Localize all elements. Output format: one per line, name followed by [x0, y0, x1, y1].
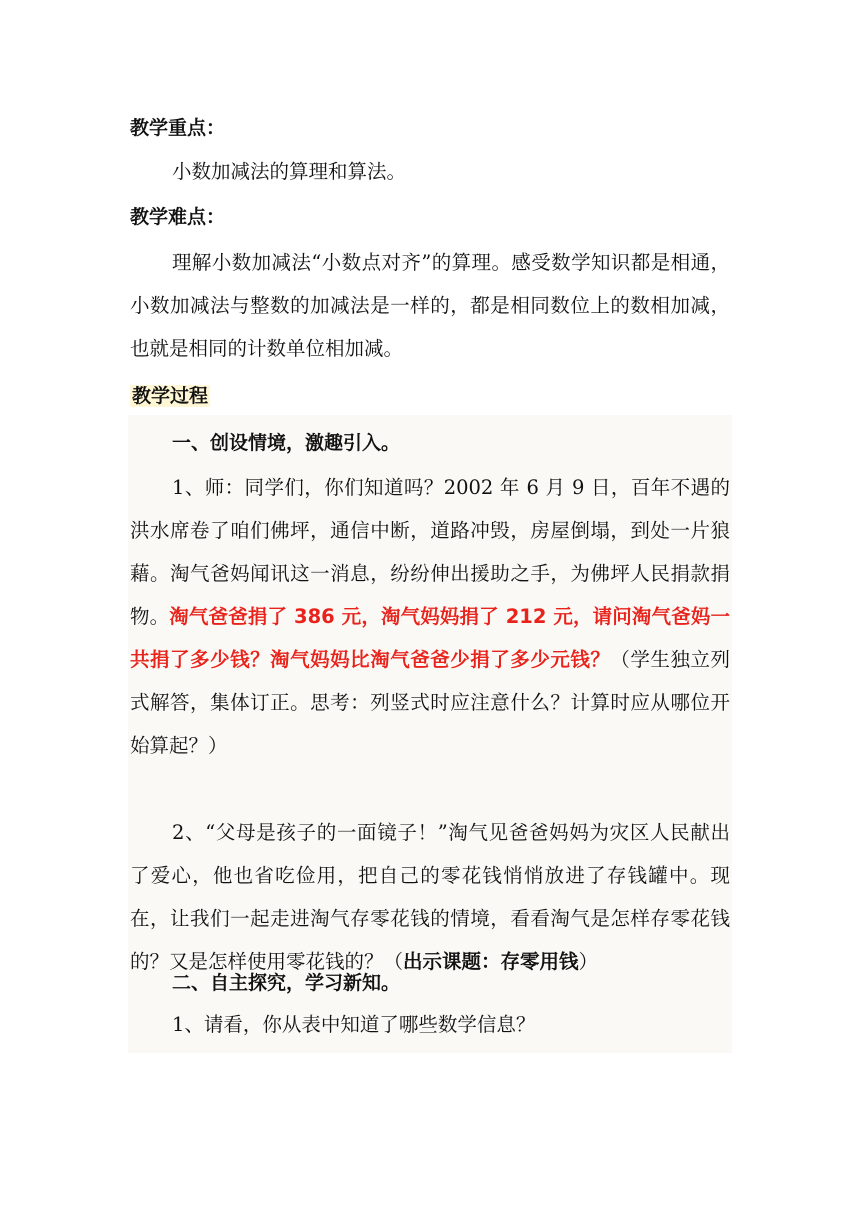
paragraph-2 [130, 811, 730, 983]
paragraph-1 [130, 466, 730, 767]
paragraph-3: 1、请看，你从表中知道了哪些数学信息？ [172, 1013, 536, 1036]
part2-heading: 二、自主探究，学习新知。 [172, 972, 401, 994]
paragraph-2-close: ） [578, 950, 599, 973]
part1-heading: 一、创设情境，激趣引入。 [172, 432, 401, 454]
key-points-text: 小数加减法的算理和算法。 [172, 160, 407, 183]
difficulty-text: 理解小数加减法“小数点对齐”的算理。感受数学知识都是相通，小数加减法与整数的加减法是一样的，都是相同数位上的数相加减，也就是相同的计数单位相加减。 [130, 251, 730, 360]
difficulty-heading: 教学难点： [130, 206, 226, 228]
paragraph-1-note: （学生独立列式解答，集体订正。思考：列竖式时应注意什么？计算时应从哪位开始算起？） [130, 648, 730, 757]
process-heading-label: 教学过程 [132, 385, 209, 407]
paragraph-1-highlight: 淘气爸爸捐了 386 元，淘气妈妈捐了 212 元，请问淘气爸妈一共捐了多少钱？淘气妈妈比淘气爸爸少捐了多少元钱？ [130, 605, 730, 671]
paragraph-2-topic: 出示课题：存零用钱 [403, 950, 579, 973]
process-heading [130, 384, 210, 408]
paragraph-1-text: 1、师：同学们，你们知道吗？2002 年 6 月 9 日，百年不遇的洪水席卷了咱们佛坪，通信中断，道路冲毁，房屋倒塌，到处一片狼藉。淘气爸妈闻讯这一消息，纷纷伸出援助之手，为佛坪人民捐款捐物。 [130, 476, 730, 628]
key-points-heading: 教学重点： [130, 117, 226, 139]
paragraph-2-text: 2、“父母是孩子的一面镜子！”淘气见爸爸妈妈为灾区人民献出了爱心，他也省吃俭用，把自己的零花钱悄悄放进了存钱罐中。现在，让我们一起走进淘气存零花钱的情境，看看淘气是怎样存零花钱的？又是怎样使用零花钱的？（ [130, 821, 730, 973]
